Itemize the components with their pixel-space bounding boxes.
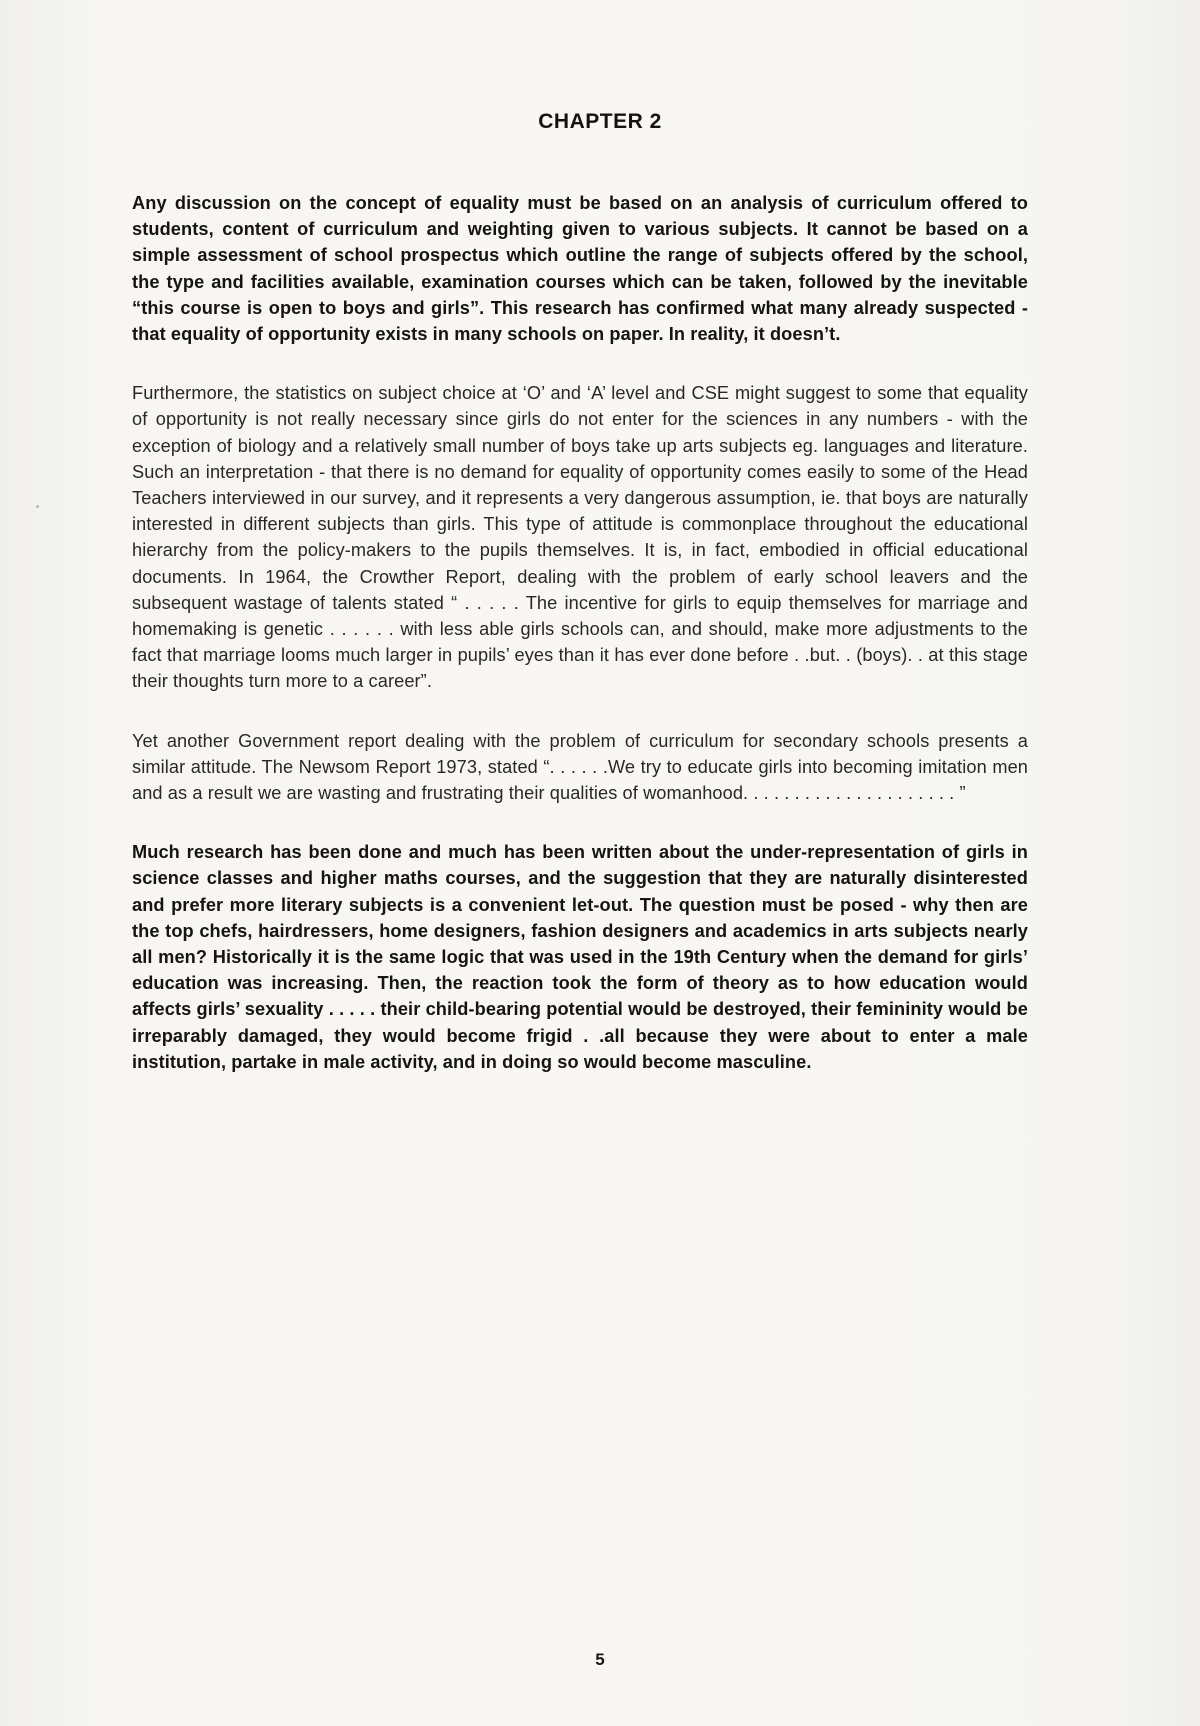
- paragraph-intro: Any discussion on the concept of equality must be based on an analysis of curriculum offered to students, content of curriculum and weighting given to various subjects. It cannot be based on a simple assessment of school prospectus which outline the range of subjects offered by the school, the type and facilities available, examination courses which can be taken, followed by the inevitable “this course is open to boys and girls”. This research has confirmed what many already suspected - that equality of opportunity exists in many schools on paper. In reality, it doesn’t.: [132, 193, 1028, 345]
- paragraph-under-representation: Much research has been done and much has been written about the under-representation of girls in science classes and higher maths courses, and the suggestion that they are naturally disinterested and prefer more literary subjects is a convenient let-out. The question must be posed - why then are the top chefs, hairdressers, home designers, fashion designers and academics in arts subjects nearly all men? Historically it is the same logic that was used in the 19th Century when the demand for girls’ education was increasing. Then, the reaction took the form of theory as to how education would affects girls’ sexuality . . . . . their child-bearing potential would be destroyed, their femininity would be irreparably damaged, they would become frigid . .all because they were about to enter a male institution, partake in male activity, and in doing so would become masculine.: [132, 842, 1028, 1072]
- chapter-title: CHAPTER 2: [538, 110, 662, 133]
- body-text: [132, 190, 1028, 1108]
- paragraph-subject-choice: Furthermore, the statistics on subject choice at ‘O’ and ‘A’ level and CSE might suggest to some that equality of opportunity is not really necessary since girls do not enter for the sciences in any numbers - with the exception of biology and a relatively small number of boys take up arts subjects eg. languages and literature. Such an interpretation - that there is no demand for equality of opportunity comes easily to some of the Head Teachers interviewed in our survey, and it represents a very dangerous assumption, ie. that boys are naturally interested in different subjects than girls. This type of attitude is commonplace throughout the educational hierarchy from the policy-makers to the pupils themselves. It is, in fact, embodied in official educational documents. In 1964, the Crowther Report, dealing with the problem of early school leavers and the subsequent wastage of talents stated “ . . . . . The incentive for girls to equip themselves for marriage and homemaking is genetic . . . . . . with less able girls schools can, and should, make more adjustments to the fact that marriage looms much larger in pupils’ eyes than it has ever done before . .but. . (boys). . at this stage their thoughts turn more to a career”.: [132, 383, 1028, 692]
- paragraph-newsom-report: Yet another Government report dealing with the problem of curriculum for secondary schools presents a similar attitude. The Newsom Report 1973, stated “. . . . . .We try to educate girls into becoming imitation men and as a result we are wasting and frustrating their qualities of womanhood. . . . . . . . . . . . . . . . . . . . . ”: [132, 730, 1028, 804]
- margin-mark: [36, 505, 39, 508]
- page-number: 5: [595, 1650, 605, 1669]
